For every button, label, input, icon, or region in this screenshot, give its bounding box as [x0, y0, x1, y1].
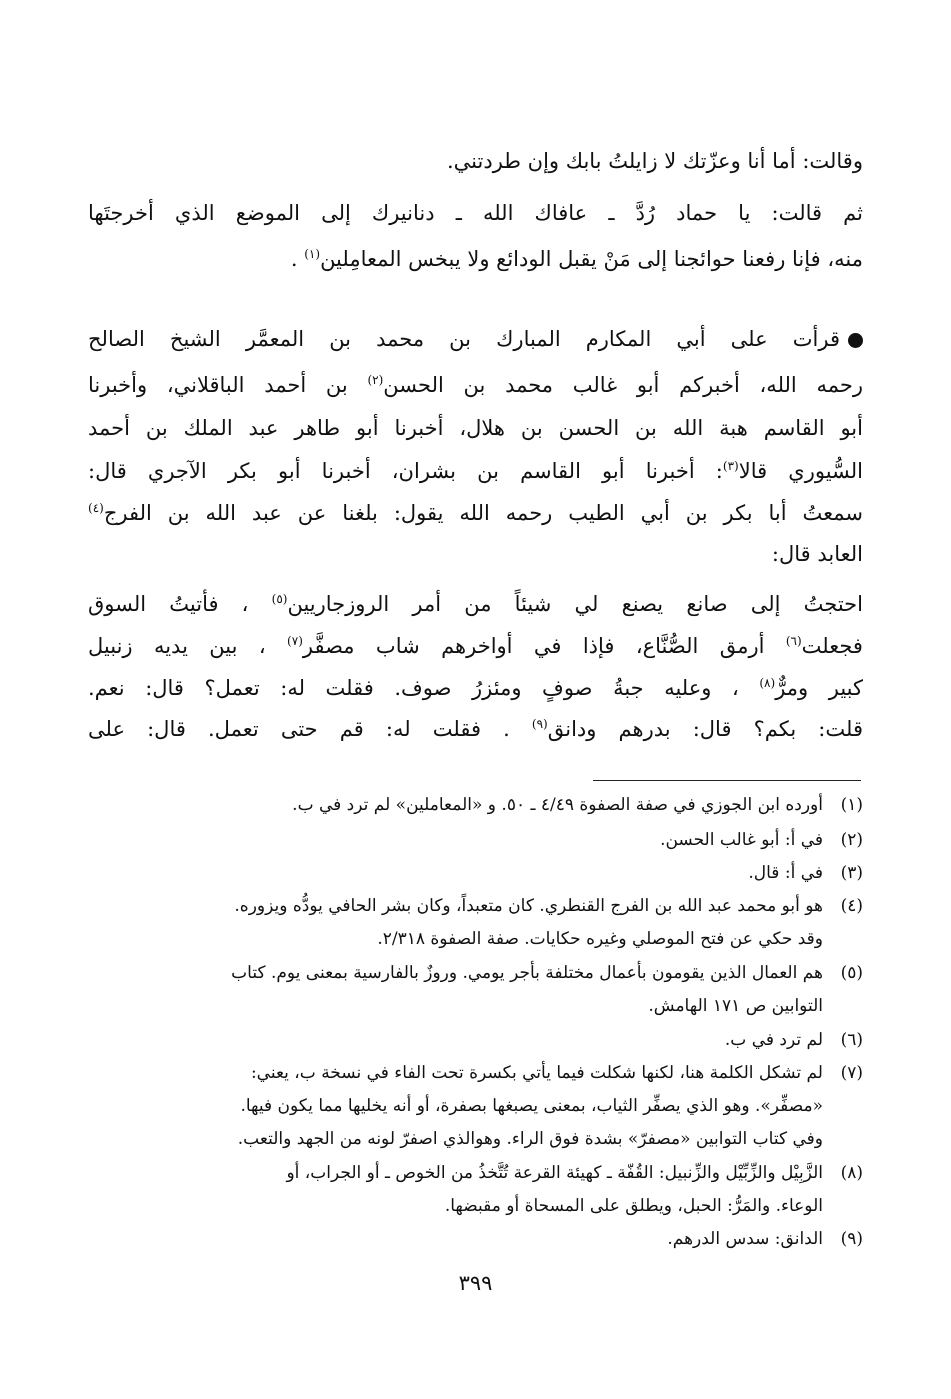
text-run: ، بين يديه زنبيل [88, 634, 266, 658]
text-run: العابد قال: [771, 542, 863, 566]
footnote-ref[interactable]: (٧) [287, 634, 303, 648]
text-line [88, 494, 863, 532]
footnote-number: (١) [840, 795, 863, 815]
text-run: بن أحمد الباقلاني، وأخبرنا [88, 373, 348, 397]
text-line [88, 710, 863, 748]
text-line [88, 669, 863, 707]
footnote-text: في أ: أبو غالب الحسن. [660, 830, 823, 850]
text-line [88, 627, 863, 665]
footnote-text: التوابين ص ١٧١ الهامش. [648, 996, 823, 1016]
text-line: منه، فإنا رفعنا حوائجنا إلى مَنْ يقبل الودائع ولا يبخس المعامِلين$^{(١)}$ . [290, 247, 863, 271]
text-line [88, 585, 863, 623]
text-line [88, 452, 863, 490]
footnote-text: الزَّبِيْل والزِّبِّيْل والزِّنبيل: القُفّة ـ كهيئة القرعة تُتَّخذُ من الخوص ـ أو الجراب، أو [286, 1163, 823, 1183]
text-run: منه، فإنا رفعنا حوائجنا إلى مَنْ يقبل الودائع ولا يبخس المعامِلين [320, 247, 863, 271]
footnote-ref[interactable]: (٩) [531, 717, 548, 731]
footnote-ref[interactable]: (٨) [759, 676, 776, 690]
footnote-item [88, 1224, 863, 1254]
text-run: قرأت على أبي المكارم المبارك بن محمد بن المعمَّر الشيخ الصالح [88, 327, 840, 351]
text-line [88, 320, 863, 358]
text-run: : أخبرنا أبو القاسم بن بشران، أخبرنا أبو بكر الآجري قال: [88, 459, 723, 483]
text-run: السُّيوري قالا [738, 459, 863, 483]
footnote-text: لم ترد في ب. [724, 1030, 823, 1050]
text-run: سمعتُ أبا بكر بن أبي الطيب رحمه الله يقول: بلغنا عن عبد الله بن الفرج [103, 501, 863, 525]
footnote-text: في أ: قال. [748, 863, 823, 883]
footnote-ref[interactable]: (٣) [722, 459, 739, 473]
text-run: ، فأتيتُ السوق [88, 592, 249, 616]
footnote-continuation [88, 1091, 823, 1121]
text-line [88, 409, 863, 447]
footnote-ref[interactable]: (٤) [88, 501, 104, 515]
footnote-item [88, 858, 863, 888]
footnote-ref[interactable]: (٥) [271, 592, 288, 606]
footnote-number: (٥) [840, 963, 863, 983]
footnote-continuation [88, 1191, 823, 1221]
footnote-continuation [88, 924, 823, 954]
text-run: قلت: بكم؟ قال: بدرهم ودانق [547, 717, 863, 741]
footnote-item [88, 891, 863, 921]
footnote-item [88, 958, 863, 988]
footnote-continuation [88, 1124, 823, 1154]
footnote-ref[interactable]: (١) [304, 247, 321, 261]
text-line [88, 366, 863, 404]
text-run: احتجتُ إلى صانع يصنع لي شيئاً من أمر الروزجاريين [287, 592, 863, 616]
text-line [88, 535, 863, 573]
footnote-number: (٢) [840, 830, 863, 850]
footnote-text: وقد حكي عن فتح الموصلي وغيره حكايات. صفة الصفوة ٢/٣١٨. [377, 929, 823, 949]
footnote-item [88, 825, 863, 855]
text-line [88, 194, 863, 232]
footnote-text: «مصفِّر». وهو الذي يصفِّر الثياب، بمعنى يصبغها بصفرة، أو أنه يخليها مما يكون فيها. [240, 1096, 823, 1116]
text-run: أرمق الصُّنَّاع، فإذا في أواخرهم شاب مصفَّر [302, 634, 765, 658]
footnote-number: (٨) [840, 1163, 863, 1183]
footnote-item [88, 1158, 863, 1188]
footnote-item [88, 1058, 863, 1088]
footnote-item [88, 790, 863, 820]
footnote-number: (٣) [840, 863, 863, 883]
footnote-number: (٤) [840, 896, 863, 916]
footnote-ref[interactable]: (٦) [785, 634, 802, 648]
footnote-number: (٧) [840, 1063, 863, 1083]
text-run: كبير ومرٌّ [775, 676, 863, 700]
footnote-number: (٩) [840, 1229, 863, 1249]
footnote-item [88, 1025, 863, 1055]
footnote-text: الدانق: سدس الدرهم. [667, 1229, 823, 1249]
footnote-text: وفي كتاب التوابين «مصفرّ» بشدة فوق الراء. وهوالذي اصفرّ لونه من الجهد والتعب. [237, 1129, 823, 1149]
text-run: أبو القاسم هبة الله بن الحسن بن هلال، أخبرنا أبو طاهر عبد الملك بن أحمد [88, 416, 863, 440]
text-line [88, 142, 863, 180]
text-run: رحمه الله، أخبركم أبو غالب محمد بن الحسن [383, 373, 863, 397]
text-run: . فقلت له: قم حتى تعمل. قال: على [88, 717, 510, 741]
text-run: ، وعليه جبةُ صوفٍ ومئزرُ صوف. فقلت له: تعمل؟ قال: نعم. [88, 676, 739, 700]
text-run: ثم قالت: يا حماد رُدَّ ـ عافاك الله ـ دنانيرك إلى الموضع الذي أخرجتَها [88, 201, 863, 225]
text-run: وقالت: أما أنا وعزّتك لا زايلتُ بابك وإن طردتني. [446, 149, 863, 173]
bullet-icon [848, 333, 863, 348]
footnote-text: هم العمال الذين يقومون بأعمال مختلفة بأجر يومي. وروزٌ بالفارسية بمعنى يوم. كتاب [231, 963, 823, 983]
footnote-ref[interactable]: (٢) [367, 373, 384, 387]
footnote-continuation [88, 991, 823, 1021]
page-number: ٣٩٩ [458, 1271, 493, 1295]
footnote-text: أورده ابن الجوزي في صفة الصفوة ٤/٤٩ ـ ٥٠. و «المعاملين» لم ترد في ب. [292, 795, 823, 815]
footnote-text: الوعاء. والمَرُّ: الحبل، ويطلق على المسحاة أو مقبضها. [444, 1196, 823, 1216]
text-run: فجعلت [801, 634, 863, 658]
footnote-text: هو أبو محمد عبد الله بن الفرج القنطري. كان متعبداً، وكان بشر الحافي يودُّه ويزوره. [234, 896, 823, 916]
footnote-text: لم تشكل الكلمة هنا، لكنها شكلت فيما يأتي بكسرة تحت الفاء في نسخة ب، يعني: [250, 1063, 823, 1083]
footnote-divider [593, 780, 861, 781]
footnote-number: (٦) [840, 1030, 863, 1050]
